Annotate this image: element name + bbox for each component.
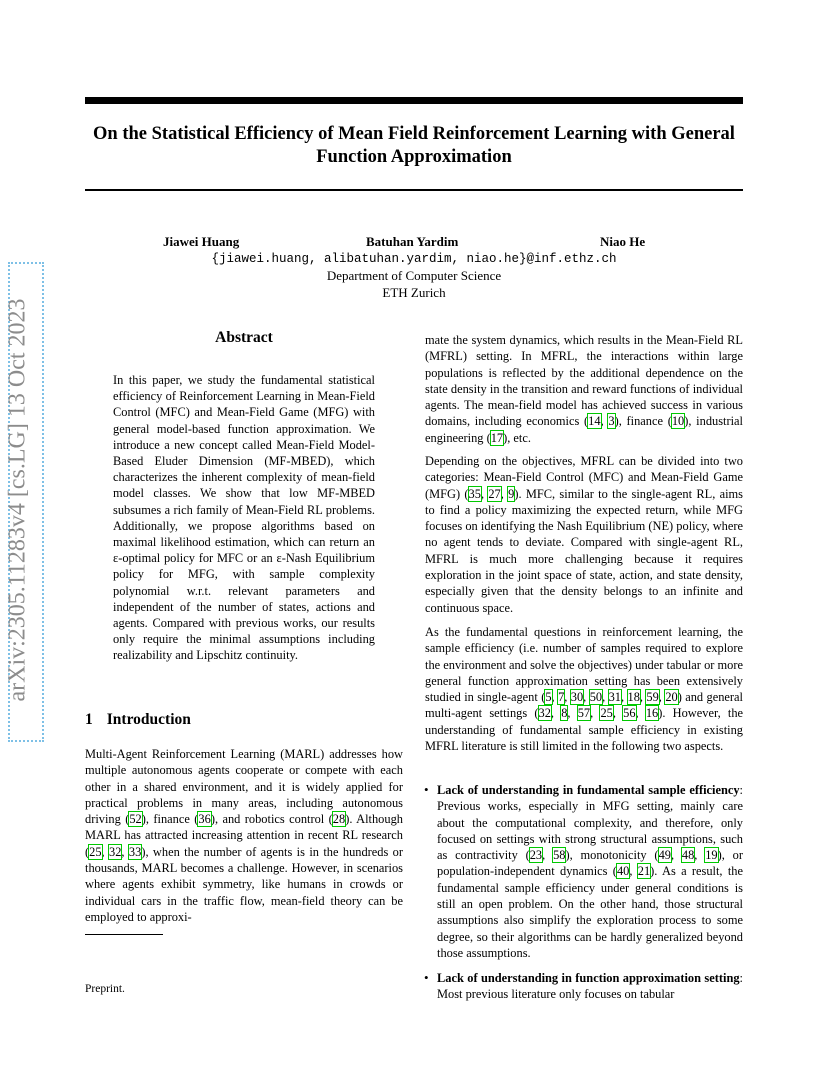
text-run: : Most previous literature only focuses on tabular (437, 971, 743, 1002)
text-run: : Previous works, especially in MFG setting, mainly care about the computational complexity, and therefore, only focused on settings with strong structural assumptions, such as contractivity ( (437, 783, 743, 863)
citation-link[interactable]: 30 (570, 690, 584, 705)
citation-link[interactable]: 32 (109, 844, 122, 859)
arxiv-stamp: arXiv:2305.11283v4 [cs.LG] 13 Oct 2023 (4, 298, 31, 702)
citation-link[interactable]: 36 (198, 812, 211, 827)
citation-link[interactable]: 31 (608, 690, 621, 705)
citation-link[interactable]: 16 (645, 706, 659, 721)
citation-link[interactable]: 35 (468, 486, 481, 501)
citation-link[interactable]: 50 (589, 690, 603, 705)
right-paragraph-3: As the fundamental questions in reinforcement learning, the sample efficiency (i.e. number of samples required to explore the environment and solve the objectives) under tabular or more general function approximation setting has been extensively studied in single-agent (5, 7, 30, 50, 31, 18, 59, 20) and general multi-agent settings (32, 8, 57, 25, 56, 16). However, the understanding of fundamental sample efficiency in existing MFRL literature is still limited in the following two aspects. (425, 625, 744, 754)
citation-link[interactable]: 8 (561, 706, 568, 721)
author-1: Jiawei Huang (163, 234, 240, 249)
citation-link[interactable]: 7 (558, 690, 565, 705)
citation-link[interactable]: 48 (681, 848, 695, 863)
title-bottom-rule (85, 189, 743, 191)
bullet-dot: • (424, 970, 429, 985)
text-run: ), finance ( (141, 812, 199, 827)
text-run: ). MFC, similar to the single-agent RL, aims to find a policy maximizing the expected return, while MFG focuses on identifying the Nash Equilibrium (NE) policy, where no agent tends to deviate. Compared with single-agent RL, MFRL is much more challenging because it requires exploration in the joint space of state, action, and state density, especially given that the density belongs to an infinite and continuous space. (425, 486, 743, 615)
section-title: Introduction (106, 711, 191, 728)
footer-preprint: Preprint. (85, 983, 125, 995)
affiliation-institution: ETH Zurich (382, 285, 446, 300)
citation-link[interactable]: 27 (488, 486, 501, 501)
right-paragraph-continued: mate the system dynamics, which results in the Mean-Field RL (MFRL) setting. In MFRL, the interactions within large populations is reflected by the additional dependence on the state density in the transition and reward functions of individual agents. The mean-field model has achieved success in various domains, including economics (14, 3), finance (10), industrial engineering (17), etc. (425, 333, 743, 445)
bullet-bold-lead: Lack of understanding in function approximation setting (437, 971, 740, 985)
text-run: ) and general multi-agent settings ( (425, 690, 743, 721)
text-run: Depending on the objectives, MFRL can be divided into two categories: Mean-Field Control (MFC) and Mean-Field Game (MFG) ( (425, 454, 743, 501)
text-run: ), industrial engineering ( (425, 414, 743, 445)
citation-link[interactable]: 25 (600, 706, 613, 721)
abstract-heading: Abstract (215, 329, 273, 346)
footnote-rule (85, 934, 163, 935)
citation-link[interactable]: 14 (588, 414, 601, 429)
text-run: ), when the number of agents is in the hundreds or thousands, MARL becomes a challenge. However, in scenarios where agents exhibit symmetry, like humans in crowds or individual cars in the traffic flow, mean-field theory can be employed to approxi- (85, 844, 404, 924)
intro-paragraph-1: Multi-Agent Reinforcement Learning (MARL) addresses how multiple autonomous agents cooperate or compete with each other in a shared environment, and it is widely applied for practical problems in many areas, including autonomous driving (52), finance (36), and robotics control (28). Although MARL has attracted increasing attention in recent RL research (25, 32, 33), when the number of agents is in the hundreds or thousands, MARL becomes a challenge. However, in scenarios where agents exhibit symmetry, like humans in crowds or individual cars in the traffic flow, mean-field theory can be employed to approxi- (85, 747, 404, 924)
citation-link[interactable]: 18 (627, 690, 640, 705)
text-run: ), finance ( (614, 414, 672, 429)
citation-link[interactable]: 5 (545, 690, 552, 705)
title-top-rule (85, 97, 743, 104)
text-run: ). As a result, the fundamental sample efficiency under general conditions is still an open problem. On the other hand, those structural assumptions also simplify the exploration process to some degree, so their algorithms can be hardly generalized beyond those assumptions. (437, 864, 743, 960)
citation-link[interactable]: 32 (538, 706, 551, 721)
affiliation-department: Department of Computer Science (326, 268, 502, 283)
citation-link[interactable]: 59 (646, 690, 659, 705)
citation-link[interactable]: 28 (332, 812, 346, 827)
text-run: As the fundamental questions in reinforcement learning, the sample efficiency (i.e. number of samples required to explore the environment and solve the objectives) under tabular or more general function approximation setting has been extensively studied in single-agent ( (425, 625, 743, 705)
citation-link[interactable]: 3 (608, 414, 615, 429)
text-run: ), or population-independent dynamics ( (437, 848, 743, 879)
section-number: 1 (85, 711, 93, 728)
citation-link[interactable]: 57 (577, 706, 591, 721)
text-run: Multi-Agent Reinforcement Learning (MARL) addresses how multiple autonomous agents cooperate or compete with each other in a shared environment, and it is widely applied for practical problems in many areas, including autonomous driving ( (85, 747, 403, 827)
author-emails: {jiawei.huang, alibatuhan.yardim, niao.he}@inf.ethz.ch (211, 252, 617, 266)
text-run: ), and robotics control ( (210, 812, 333, 827)
paper-title: On the Statistical Efficiency of Mean Field Reinforcement Learning with General Function Approximation (93, 124, 735, 167)
citation-link[interactable]: 19 (705, 848, 718, 863)
citation-link[interactable]: 49 (658, 848, 671, 863)
bullet-dot: • (424, 782, 429, 797)
text-run: ). Although MARL has attracted increasing attention in recent RL research ( (85, 812, 403, 859)
citation-link[interactable]: 58 (553, 848, 566, 863)
bullet-item-2 (437, 970, 743, 1003)
citation-link[interactable]: 17 (490, 430, 504, 445)
bullet-item-1: Lack of understanding in fundamental sample efficiency: Previous works, especially in MFG setting, mainly care about the computational complexity, and therefore, only focused on settings with strong structural assumptions, such as contractivity (23, 58), monotonicity (49, 48, 19), or population-independent dynamics (40, 21). As a result, the fundamental sample efficiency under general conditions is still an open problem. On the other hand, those structural assumptions also simplify the exploration process to some degree, so their algorithms can be hardly generalized beyond those assumptions. (437, 783, 743, 960)
text-run: ). However, the understanding of fundamental sample efficiency in existing MFRL literature is still limited in the following two aspects. (425, 706, 744, 754)
citation-link[interactable]: 25 (89, 844, 102, 859)
citation-link[interactable]: 33 (128, 844, 142, 859)
citation-link[interactable]: 40 (616, 864, 630, 879)
author-2: Batuhan Yardim (366, 234, 459, 249)
citation-link[interactable]: 56 (623, 706, 636, 721)
author-3: Niao He (600, 234, 646, 249)
citation-link[interactable]: 10 (671, 414, 685, 429)
text-run: mate the system dynamics, which results in the Mean-Field RL (MFRL) setting. In MFRL, the interactions within large populations is reflected by the additional dependence on the state density in the transition and reward functions of individual agents. The mean-field model has achieved success in various domains, including economics ( (425, 333, 743, 429)
citation-link[interactable]: 9 (508, 486, 515, 501)
abstract-text: In this paper, we study the fundamental statistical efficiency of Reinforcement Learning in Mean-Field Control (MFC) and Mean-Field Game (MFG) with general model-based function approximation. We introduce a new concept called Mean-Field Model-Based Eluder Dimension (MF-MBED), which characterizes the inherent complexity of mean-field model classes. We show that low MF-MBED subsumes a rich family of Mean-Field RL problems. Additionally, we propose algorithms based on maximal likelihood estimation, which can return an ε-optimal policy for MFC or an ε-Nash Equilibrium policy for MFG, with sample complexity polynomial w.r.t. relevant parameters and independent of the number of states, actions and agents. Compared with previous works, our results only require the minimal assumptions including realizability and Lipschitz continuity. (113, 373, 375, 663)
bullet-bold-lead: Lack of understanding in fundamental sample efficiency (437, 783, 740, 797)
text-run: ), etc. (503, 430, 531, 445)
citation-link[interactable]: 21 (637, 864, 651, 879)
section-heading-introduction (85, 711, 191, 729)
citation-link[interactable]: 23 (529, 848, 543, 863)
text-run: ), monotonicity ( (565, 848, 659, 863)
citation-link[interactable]: 20 (665, 690, 678, 705)
citation-link[interactable]: 52 (129, 812, 142, 827)
right-paragraph-2: Depending on the objectives, MFRL can be divided into two categories: Mean-Field Control (MFC) and Mean-Field Game (MFG) (35, 27, 9). MFC, similar to the single-agent RL, aims to find a policy maximizing the expected return, while MFG focuses on identifying the Nash Equilibrium (NE) policy, where no agent tends to deviate. Compared with single-agent RL, MFRL is much more challenging because it requires exploration in the joint space of state, action, and state density, especially given that the density belongs to an infinite and continuous space. (425, 454, 743, 615)
